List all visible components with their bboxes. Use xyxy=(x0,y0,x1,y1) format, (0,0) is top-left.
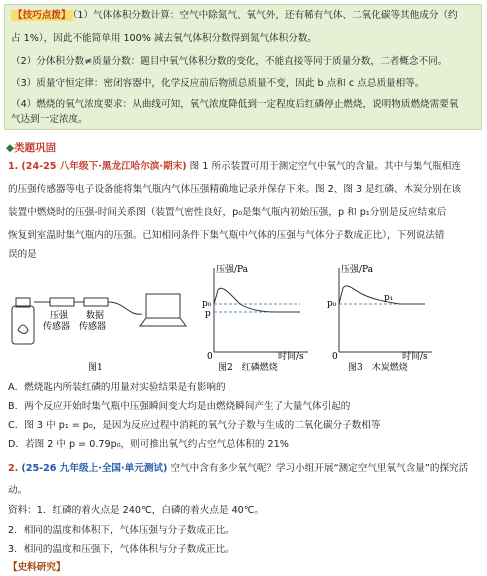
q1-option-b: B．两个反应开始时集气瓶中压强瞬间变大均是由燃烧瞬间产生了大量气体引起的 xyxy=(8,401,351,412)
tips-box xyxy=(4,4,482,130)
tips-tag: 【技巧点拨】 xyxy=(13,10,71,21)
figure-1-apparatus xyxy=(12,294,186,373)
q1-line-5: 误的是 xyxy=(8,249,37,260)
fig3-p0-label: p₀ xyxy=(327,299,337,309)
data-sensor-box xyxy=(84,298,108,306)
fig1-caption: 图1 xyxy=(88,363,103,373)
q1-number: 1. xyxy=(8,161,19,172)
fig2-caption: 图2 红磷燃烧 xyxy=(218,363,278,373)
q1-text-1: 图 1 所示装置可用于测定空气中氧气的含量。其中与集气瓶相连 xyxy=(189,161,461,172)
pressure-sensor-box xyxy=(50,298,74,306)
fig3-caption: 图3 木炭燃烧 xyxy=(348,363,408,373)
q2-line-1 xyxy=(8,462,468,476)
label-data-sensor: 传感器 xyxy=(79,322,107,332)
fig2-ylabel: 压强/Pa xyxy=(216,265,249,275)
fig2-p0-label: p₀ xyxy=(202,299,212,309)
q2-source: (25-26 九年级上·全国·单元测试) xyxy=(21,463,168,474)
tips-text-1: （1）气体体积分数计算：空气中除氮气、氧气外，还有稀有气体、二氧化碳等其他成分（约 xyxy=(72,10,458,21)
q1-line-2: 的压强传感器等电子设备能将集气瓶内气体压强精确地记录并保存下来。图 2、图 3 是红磷、木炭分别在该 xyxy=(8,184,462,195)
fig3-curve xyxy=(339,286,425,304)
diamond-icon: ◆ xyxy=(6,142,15,154)
tips-line-1 xyxy=(11,9,458,22)
fig3-origin: 0 xyxy=(332,352,338,362)
tips-line-3: （2）分体积分数≠质量分数：题目中氧气体积分数的变化，不能直接等同于质量分数，二者概念不同。 xyxy=(11,56,448,67)
tips-line-5: （4）燃烧的氧气浓度要求：从曲线可知，氧气浓度降低到一定程度后红磷停止燃烧，说明物质燃烧需要氧 xyxy=(11,99,459,110)
laptop-base xyxy=(140,318,186,326)
q2-material-2: 2．相同的温度和体积下，气体压强与分子数成正比。 xyxy=(8,525,235,536)
q1-line-1 xyxy=(8,160,461,174)
q2-number: 2. xyxy=(8,463,19,474)
q1-option-d: D．若图 2 中 p = 0.79p₀，则可推出氧气约占空气总体积的 21% xyxy=(8,439,289,450)
tips-line-6: 气达到一定浓度。 xyxy=(11,114,88,125)
tips-line-4: （3）质量守恒定律：密闭容器中，化学反应前后物质总质量不变，因此 b 点和 c 点总质量相等。 xyxy=(11,78,425,89)
q1-option-a: A．燃烧匙内所装红磷的用量对实验结果是有影响的 xyxy=(8,382,226,393)
q2-material-1: 资料：1．红磷的着火点是 240℃，白磷的着火点是 40℃。 xyxy=(8,505,265,516)
q2-line-2: 动。 xyxy=(8,485,28,496)
q1-source: (24-25 八年级下·黑龙江哈尔滨·期末) xyxy=(21,161,187,172)
figures xyxy=(0,260,487,378)
section-title xyxy=(6,140,56,155)
fig3-xlabel: 时间/s xyxy=(402,352,428,362)
tips-line-2: 占 1%），因此不能简单用 100% 减去氧气体积分数得到氮气体积分数。 xyxy=(11,33,318,44)
figure-2-chart xyxy=(202,264,308,373)
label-pressure-sensor: 传感器 xyxy=(43,322,71,332)
q1-line-3: 装置中燃烧时的压强-时间关系图（装置气密性良好，p₀是集气瓶内初始压强，p 和 p₁分别是反应结束后 xyxy=(8,207,447,218)
label-data: 数据 xyxy=(86,311,105,321)
fig2-origin: 0 xyxy=(207,352,213,362)
q2-footer: 【史料研究】 xyxy=(8,562,66,573)
fig2-xlabel: 时间/s xyxy=(278,352,304,362)
fig3-p1-label: p₁ xyxy=(384,293,394,303)
wire-2 xyxy=(108,302,142,314)
q1-option-c: C．图 3 中 p₁ = p₀，是因为反应过程中消耗的氧气分子数与生成的二氧化碳分子数相等 xyxy=(8,420,381,431)
q2-material-3: 3．相同的温度和压强下，气体体积与分子数成正比。 xyxy=(8,544,235,555)
fig3-ylabel: 压强/Pa xyxy=(341,265,374,275)
q1-line-4: 恢复到室温时集气瓶内的压强。已知相同条件下集气瓶中气体的压强与气体分子数成正比），下列说法错 xyxy=(8,230,445,241)
figure-3-chart xyxy=(327,264,432,373)
q2-text-1: 空气中含有多少氧气呢？学习小组开展“测定空气里氧气含量”的探究活 xyxy=(170,463,469,474)
fig2-curve xyxy=(214,288,300,312)
fig2-p-label: p xyxy=(205,309,211,319)
label-pressure: 压强 xyxy=(50,311,69,321)
flame-icon xyxy=(18,325,28,334)
laptop-screen xyxy=(146,294,180,318)
section-title-text: 类题巩固 xyxy=(14,142,57,154)
